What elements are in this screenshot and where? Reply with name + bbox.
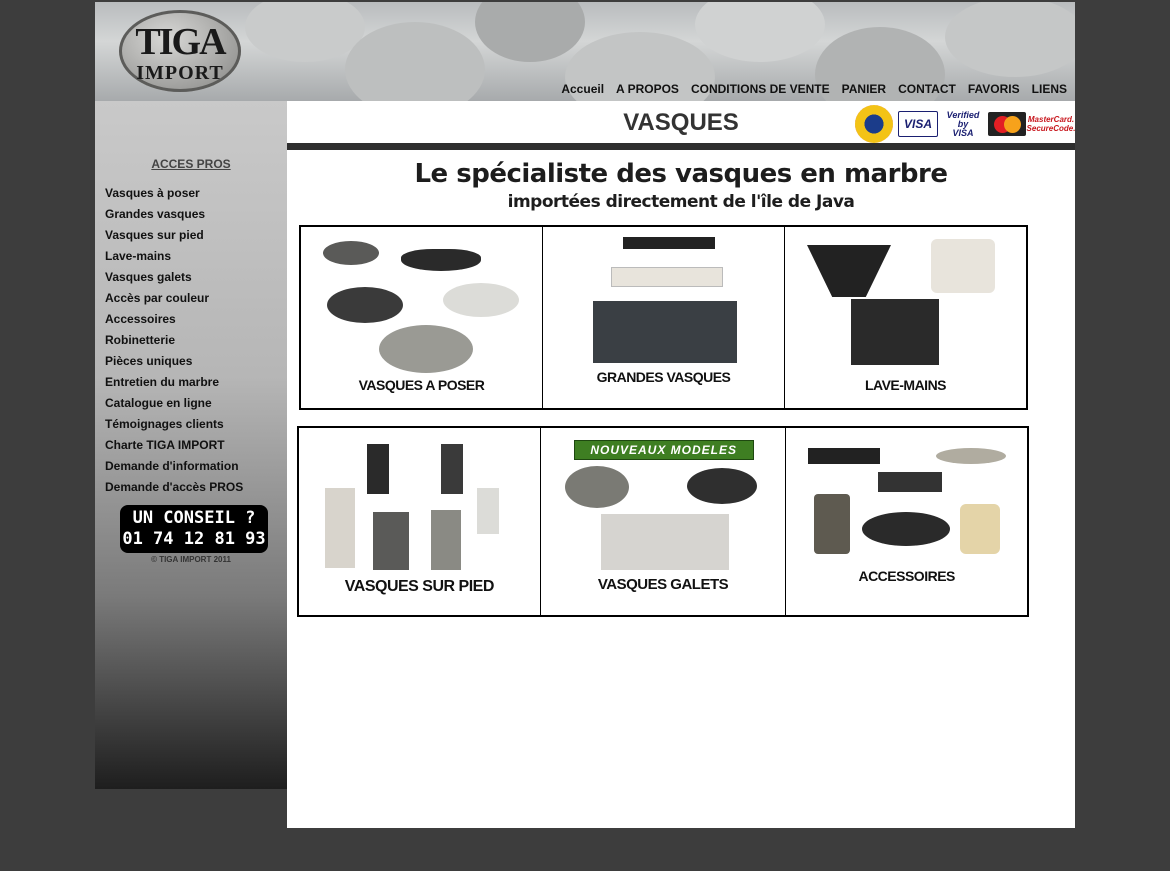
product-image [323,241,379,265]
visa-logo-icon: VISA [898,111,938,137]
product-image [623,237,715,249]
product-image [379,325,473,373]
security-seal-icon [855,105,893,143]
category-label: LAVE-MAINS [864,377,947,393]
sidebar-item-grandes-vasques[interactable]: Grandes vasques [105,207,206,221]
verified-visa-text: VISA [952,127,974,138]
nav-conditions-de-vente[interactable]: CONDITIONS DE VENTE [690,82,830,96]
stone-decoration [945,2,1075,77]
product-image [593,301,737,363]
category-grid-row-2 [297,426,1029,617]
product-image [601,514,729,570]
sidebar-item-catalogue-en-ligne[interactable]: Catalogue en ligne [105,396,212,410]
page-title: VASQUES [623,109,739,136]
nav-panier[interactable]: PANIER [841,82,887,96]
headline: Le spécialiste des vasques en marbre [414,159,948,189]
category-tile-lave-mains[interactable] [785,227,1026,408]
product-image [807,245,891,297]
copyright-text: © TIGA IMPORT 2011 [151,555,231,564]
sidebar-item-accessoires[interactable]: Accessoires [105,312,176,326]
main-content [287,101,1075,828]
mastercard-securecode-icon [1026,112,1076,136]
verified-by-text: Verified by [946,109,980,129]
new-models-badge: NOUVEAUX MODELES [574,440,754,460]
product-image [936,448,1006,464]
product-image [851,299,939,365]
conseil-text: UN CONSEIL ? [132,508,256,528]
subheadline: importées directement de l'île de Java [507,192,855,212]
logo-text-import: IMPORT [136,62,224,84]
conseil-phone-number: 01 74 12 81 93 [122,529,266,549]
mastercard-logo-icon [988,112,1026,136]
product-image [441,444,463,494]
logo-text-tiga: TIGA [135,21,225,63]
sidebar-item-lave-mains[interactable]: Lave-mains [105,249,172,263]
sidebar-menu [105,185,243,500]
mc-securecode-line2: SecureCode. [1026,124,1076,133]
sidebar-item-demande-information[interactable]: Demande d'information [105,459,239,473]
payment-logos [855,105,1076,143]
nav-liens[interactable]: LIENS [1031,82,1067,96]
product-image [808,448,880,464]
category-tile-vasques-a-poser[interactable] [301,227,543,408]
sidebar-item-demande-acces-pros[interactable]: Demande d'accès PROS [105,480,244,494]
nav-contact[interactable]: CONTACT [898,82,956,96]
category-label: GRANDES VASQUES [596,369,731,385]
product-image [401,249,481,271]
sidebar-item-entretien-du-marbre[interactable]: Entretien du marbre [105,375,220,389]
product-image [431,510,461,570]
product-image [373,512,409,570]
product-image [367,444,389,494]
product-image [960,504,1000,554]
mc-securecode-line1: MasterCard. [1027,115,1075,124]
category-label: ACCESSOIRES [858,568,955,584]
sidebar-item-vasques-sur-pied[interactable]: Vasques sur pied [105,228,204,242]
product-image [931,239,995,293]
nav-a-propos[interactable]: A PROPOS [616,82,679,96]
product-image [878,472,942,492]
product-image [862,512,950,546]
sidebar-item-charte-tiga-import[interactable]: Charte TIGA IMPORT [105,438,225,452]
sidebar-item-temoignages-clients[interactable]: Témoignages clients [105,417,224,431]
sidebar [95,101,287,789]
product-image [325,488,355,568]
verified-by-visa-icon [943,109,983,138]
product-image [687,468,757,504]
category-tile-grandes-vasques[interactable] [543,227,785,408]
product-image [814,494,850,554]
sidebar-item-vasques-galets[interactable]: Vasques galets [105,270,192,284]
category-tile-vasques-sur-pied[interactable] [299,428,541,615]
sidebar-item-robinetterie[interactable]: Robinetterie [105,333,176,347]
site-logo[interactable] [119,10,241,92]
sidebar-item-acces-par-couleur[interactable]: Accès par couleur [105,291,210,305]
sidebar-item-vasques-a-poser[interactable]: Vasques à poser [105,186,200,200]
category-grid-row-1 [299,225,1028,410]
category-label: VASQUES GALETS [597,576,729,593]
product-image [477,488,499,534]
category-tile-accessoires[interactable] [786,428,1027,615]
product-image [327,287,403,323]
stone-decoration [345,22,485,101]
category-tile-vasques-galets[interactable] [541,428,787,615]
category-label: VASQUES A POSER [358,377,485,393]
header-banner [95,2,1075,101]
nav-favoris[interactable]: FAVORIS [967,82,1020,96]
product-image [611,267,723,287]
stone-decoration [245,2,365,62]
stone-decoration [475,2,585,62]
top-navigation [561,82,1067,96]
conseil-phone-banner[interactable] [120,505,268,553]
title-divider [287,143,1075,150]
acces-pros-link[interactable]: ACCES PROS [151,157,231,171]
nav-accueil[interactable]: Accueil [561,82,605,96]
stone-decoration [695,2,825,62]
sidebar-item-pieces-uniques[interactable]: Pièces uniques [105,354,193,368]
product-image [443,283,519,317]
category-label: VASQUES SUR PIED [344,578,494,595]
product-image [565,466,629,508]
